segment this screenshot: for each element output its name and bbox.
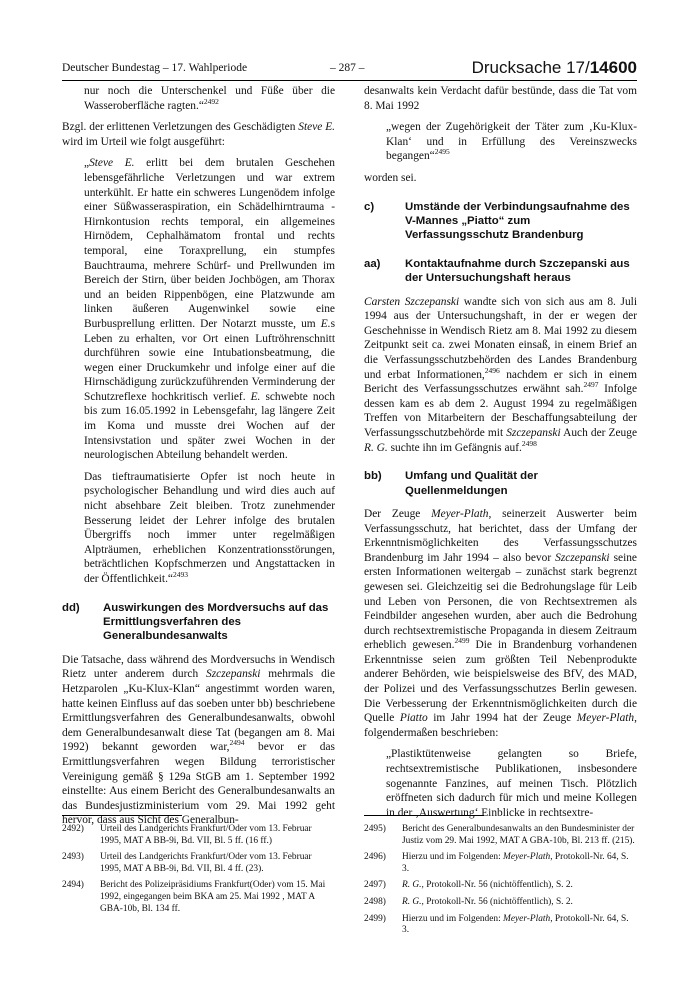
footnote-2492: 2492) Urteil des Landgerichts Frankfurt/Oder vom 13. Februar 1995, MAT A BB-9i, Bd. VII, Bl. 5 ff. (16 ff.) bbox=[62, 824, 312, 846]
footnote-ref[interactable]: 2496 bbox=[484, 365, 500, 375]
drucksache-id: 14600 bbox=[589, 58, 637, 77]
footnote-ref[interactable]: 2492 bbox=[203, 96, 219, 106]
footnotes-right bbox=[364, 824, 637, 942]
left-column bbox=[62, 84, 335, 835]
right-paragraph-continued: desanwalts kein Verdacht dafür bestünde, dass die Tat vom 8. Mai 1992 bbox=[364, 85, 637, 112]
header-periode: Deutscher Bundestag – 17. Wahlperiode bbox=[62, 62, 248, 74]
right-quote-kkk: „wegen der Zugehörigkeit der Täter zum ‚Ku-Klux-Klan‘ und in Erfüllung des Vereinszwecks begangen“$^{2495}$ bbox=[386, 121, 637, 163]
footnote-ref[interactable]: 2494 bbox=[229, 738, 245, 748]
footnote-2496: 2496) Hierzu und im Folgenden: Meyer-Plath, Protokoll-Nr. 64, S. 3. bbox=[364, 852, 629, 874]
footnote-2493: 2493) Urteil des Landgerichts Frankfurt/Oder vom 13. Februar 1995, MAT A BB-9i, Bd. VII, Bl. 4 ff. (23). bbox=[62, 852, 312, 874]
header-rule bbox=[62, 80, 637, 81]
footnote-2497: 2497) R. G., Protokoll-Nr. 56 (nichtöffentlich), S. 2. bbox=[364, 880, 573, 891]
section-heading-aa: aa) Kontaktaufnahme durch Szczepanski aus der Untersuchungshaft heraus bbox=[364, 257, 630, 285]
right-quote-plastiktueten: „Plastiktütenweise gelangten so Briefe, rechtsextremistische Publikationen, insbesondere sogenannte Fanzines, auf meinen Tisch. Plötzlich eröffneten sich dadurch für mich und meine Kollegen in der ‚Auswertung‘ Einblicke in rechtsextre- bbox=[386, 748, 637, 819]
footnote-2499: 2499) Hierzu und im Folgenden: Meyer-Plath, Protokoll-Nr. 64, S. 3. bbox=[364, 913, 629, 936]
page-header bbox=[62, 58, 637, 80]
section-heading-dd: dd) Auswirkungen des Mordversuchs auf das Ermittlungsverfahren des Generalbundesanwalts bbox=[62, 601, 329, 643]
drucksache-number bbox=[472, 58, 637, 78]
left-judgement-quote bbox=[84, 156, 335, 586]
footnote-ref[interactable]: 2498 bbox=[521, 438, 537, 448]
section-heading-bb: bb) Umfang und Qualität der Quellenmeldungen bbox=[364, 470, 538, 497]
footnote-2494: 2494) Bericht des Polizeipräsidiums Frankfurt(Oder) vom 15. Mai 1992, eingegangen beim BKA am 25. Mai 1992 , MAT A GBA-10b, Bl. 134 ff. bbox=[62, 880, 326, 914]
footnote-ref[interactable]: 2497 bbox=[583, 380, 599, 390]
right-paragraph-end: worden sei. bbox=[364, 171, 417, 184]
footnotes-left bbox=[62, 824, 335, 920]
footnote-ref[interactable]: 2499 bbox=[454, 636, 470, 646]
left-paragraph-ermittlung: Die Tatsache, dass während des Mordversuchs in Wendisch Rietz unter anderem durch Szczepanski mehrmals die Hetzparolen „Ku-Klux-Klan“ angestimmt worden waren, hatte keinen Einfluss auf das soeben unter bb) beschriebene Ermittlungsverfahren des Generalbundesanwalts, obwohl dem Generalbundesanwalt diese Tat (begangen am 8. Mai 1992) bekannt geworden war,$^{2494}$ bevor er das Ermittlungsverfahren wegen Bildung terroristischer Vereinigung gemäß § 129a StGB am 1. September 1992 einstellte: Aus einem Bericht des Generalbundesanwalts an das Bundesjustizministerium vom 29. Mai 1992 geht hervor, dass aus Sicht des Generalbun- bbox=[62, 653, 336, 827]
footnote-ref[interactable]: 2495 bbox=[434, 147, 450, 157]
footnote-rule-left bbox=[62, 815, 182, 816]
right-paragraph-meyer-plath: Der Zeuge Meyer-Plath, seinerzeit Auswerter beim Verfassungsschutz, hat berichtet, dass der Umfang der Erkenntnismöglichkeiten des Verfassungsschutzes Brandenburg im Jahr 1994 – also bevor Szczepanski seine ersten Informationen weitergab – zunächst stark begrenzt gewesen sei. Gleichzeitig sei die Bedrohungslage für Leib und Leben von Personen, die von Rechtsextremen als Feindbilder angesehen wurden, aber auch die Bedrohung durch rechtsextremistische Propaganda in diesem Zeitraum erheblich gewesen.$^{2499}$ Die in Brandenburg vorhandenen Erkenntnisse seien zum größten Teil Nebenprodukte anderer Behörden, wie beispielsweise des BfV, des MAD, der Polizei und des Verfassungsschutzes Berlin gewesen. Die Verbesserung der Erkenntnismöglichkeiten durch die Quelle Piatto im Jahr 1994 hat der Zeuge Meyer-Plath, folgendermaßen beschrieben: bbox=[364, 507, 637, 739]
quote-paragraph-2: Das tieftraumatisierte Opfer ist noch heute in psychologischer Behandlung und wird dies auch auf nicht absehbare Zeit bleiben. Trotz zunehmender Besserung leidet der Lehrer infolge des brutalen Übergriffs noch immer unter regelmäßigen Alpträumen, erheblichen Konzentrationsstörungen, beträchtlichen Kopfschmerzen und Angstattacken in der Öffentlichkeit.“$^{2493}$ bbox=[84, 470, 335, 585]
page-number: – 287 – bbox=[330, 62, 365, 74]
left-quote-end: nur noch die Unterschenkel und Füße über die Wasseroberfläche ragten.“$^{2492}$ bbox=[84, 85, 335, 112]
footnote-rule-right bbox=[364, 815, 484, 816]
footnote-2495: 2495) Bericht des Generalbundesanwalts an den Bundesminister der Justiz vom 29. Mai 1992, MAT A GBA-10b, Bl. 213 ff. (215). bbox=[364, 824, 635, 846]
right-paragraph-contact: Carsten Szczepanski wandte sich von sich aus am 8. Juli 1994 aus der Untersuchungshaft, in der er wegen der Geschehnisse in Wendisch Rietz am 8. Mai 1992 zu diesem Zeitpunkt seit ca. zwei Monaten einsaß, in einem Brief an die Verfassungsschutzbehörden des Landes Brandenburg und erbat Informationen,$^{2496}$ nachdem er sich in einem Bericht des Verfassungsschutzes erwähnt sah.$^{2497}$ Infolge dessen kam es ab dem 2. August 1994 zu regelmäßigen Treffen von Mitarbeitern der Beschaffungsabteilung der Verfassungsschutzbehörde mit Szczepanski Auch der Zeuge R. G. suchte ihn im Gefängnis auf.$^{2498}$ bbox=[364, 295, 638, 454]
footnote-ref[interactable]: 2493 bbox=[172, 570, 188, 580]
drucksache-prefix: Drucksache 17/ bbox=[471, 58, 590, 77]
quote-paragraph-1: „Steve E. erlitt bei dem brutalen Geschehen lebensgefährliche Verletzungen und war extrem unterkühlt. Er hatte ein schweres Lungenödem infolge einer Süßwasseraspiration, ein Schädelhirntrauma - Hirnkontusion rechts temporal, ein allgemeines Hirnödem, Cephalhämatom frontal und rechts temporal, eine Toraxprellung, ein stumpfes Bauchtrauma, mehrere Schürf- und Prellwunden im Bereich der Stirn, über beiden Jochbögen, am Thorax und an beiden Rippenbögen, eine Platzwunde am linken äußeren Augenwinkel sowie eine Burbusprellung erlitten. Der Notarzt musste, um E.s Leben zu erhalten, vor Ort einen Luftröhrenschnitt durchführen sowie eine Intubationsbeatmung, die wegen einer Druckumkehr und infolge einer auf die Hirnschädigung zurückzuführenden Verminderung der Schutzreflexe hochkritisch verlief. E. schwebte noch bis zum 16.05.1992 in Lebensgefahr, lag längere Zeit im Koma und musste drei Wochen auf der Intensivstation und später zwei Wochen in der neurologischen Abteilung behandelt werden. bbox=[84, 157, 335, 462]
right-column bbox=[364, 84, 637, 827]
left-paragraph-injuries-intro: Bzgl. der erlittenen Verletzungen des Geschädigten Steve E. wird im Urteil wie folgt ausgeführt: bbox=[62, 121, 335, 148]
section-heading-c: c) Umstände der Verbindungsaufnahme des V-Mannes „Piatto“ zum Verfassungsschutz Brandenburg bbox=[364, 200, 630, 242]
footnote-2498: 2498) R. G., Protokoll-Nr. 56 (nichtöffentlich), S. 2. bbox=[364, 896, 573, 907]
